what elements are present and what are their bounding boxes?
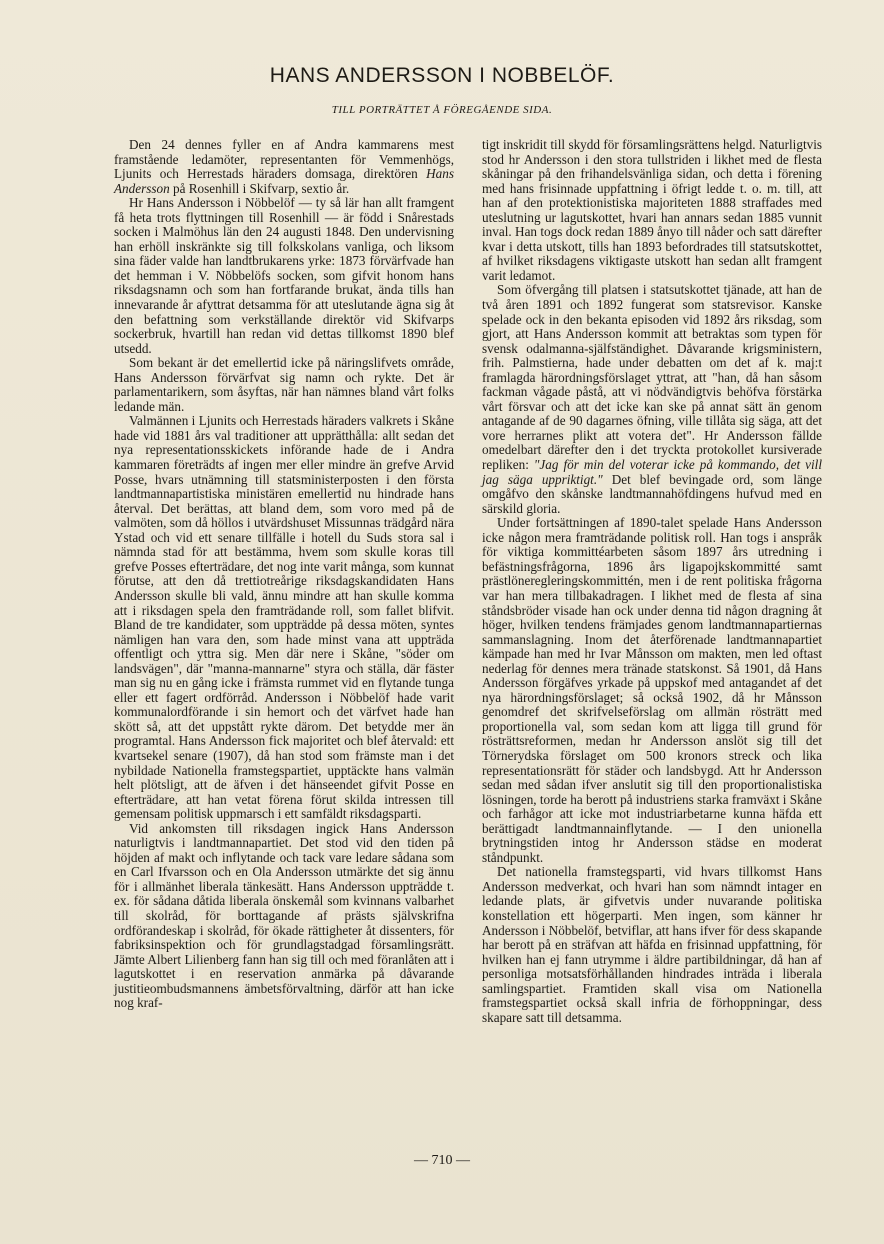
article-subtitle: TILL PORTRÄTTET Å FÖREGÅENDE SIDA. [331,104,553,116]
emphasized-quote: "Jag för min del voterar icke på kommando, det vill jag säga uppriktigt." [482,457,823,487]
paragraph: Den 24 dennes fyller en af Andra kammarens mest framstående ledamöter, representanten för Vemmenhögs, Ljunits och Herrestads häraders domsaga, direktören Hans Andersson på Rosenhill i Skifvarp, sextio år. [114,137,454,196]
paragraph: Vid ankomsten till riksdagen ingick Hans Andersson naturligtvis i landtmannapartiet. Det stod vid den tiden på höjden af makt och inflytande och tack vare ledare sådana som en Carl Ifvarsson och en Ola Andersson utmärkte det sig ännu för i allmänhet liberala tänkesätt. Hans Andersson uppträdde t. ex. för sådana dåtida liberala önskemål som kvinnans valbarhet till skolråd, för borttagande af prästs självskrifna ordförandeskap i skolråd, för ökade rättigheter åt dissenters, för fabriksinspektion och för grundlagstadgad församlingsrätt. Jämte Albert Lilienberg fann han sig till och med föranlåten att i lagutskottet i en reservation anmärka på dåvarande justitieombudsmannens ämbetsförvaltning, därför att han icke nog kraf- [114,820,454,1011]
paragraph: Som öfvergång till platsen i statsutskottet tjänade, att han de två åren 1891 och 1892 fungerat som statsrevisor. Kanske spelade ock in den bekanta episoden vid 1892 års riksdag, som gjort, att Hans Andersson kommit att betraktas som typen för svensk odalmanna-själfständighet. Dåvarande krigsministern, frih. Palmstierna, hade under debatten om det af k. maj:t framlagda härordningsförslaget yttrat, att "han, då han såsom fackman vågade påstå, att vi nödvändigtvis behöfva förstärka vårt försvar och att det icke kan ske på annat sätt än genom antagande af de 90 dagarnes öfning, ville tillåta sig säga, att det vore herrarnes plikt att votera det". Hr Andersson fällde omedelbart därefter den i det tryckta protokollet kursiverade repliken: "Jag för min del voterar icke på kommando, det vill jag säga uppriktigt." Det blef bevingade ord, som länge omgåfvo den skånske landtmannahöfdingens hufvud med en särskild gloria. [482,282,823,516]
paragraph: Som bekant är det emellertid icke på näringslifvets område, Hans Andersson förvärfvat sig namn och rykte. Det är parlamentarikern, som åsyftas, när han nämnes bland vårt folks ledande män. [114,355,454,414]
page-number: — 710 — [414,1153,470,1168]
paragraph: Valmännen i Ljunits och Herrestads häraders valkrets i Skåne hade vid 1881 års val traditioner att upprätthålla: allt sedan det nya representationsskickets införande hade de i Andra kammaren företrädts af ingen mer eller mindre än grefve Arvid Posse, hvars utnämning till statsministerposten i den första landtmannapartistiska ministären emellertid nu hindrade hans återval. Det berättas, att bland dem, som voro med på de valmöten, som då höllos i utvärdshuset Missunnas trädgård nära Ystad och vid ett senare tillfälle i hotell du Suds stora sal i nämnda stad för att bestämma, hvem som skulle koras till grefve Posses efterträdare, det nog inte varit många, som kunnat förutse, att den då trettiotreårige riksdagskandidaten Hans Andersson skulle bli vald, ännu mindre att han skulle komma att i riksdagen spela den framträdande roll, som fallet blifvit. Bland de tre kandidater, som uppträdde på dessa möten, syntes nämligen han vara den, som hade minst vana att uppträda offentligt och yttra sig. Men där nere i Skåne, "söder om landsvägen", där "manna-mannarne" styra och ställa, där fäster man sig nu en gång icke i främsta rummet vid en flytande tunga eller ett fagert ordförråd. Andersson i Nöbbelöf hade varit kommunalordförande i sin hemort och det värfvet hade han skött så, att det uppstått rykte därom. Det betydde mer än programtal. Hans Andersson fick majoritet och blef återvald: ett kvartsekel senare (1907), då han stod som främste man i det nybildade Nationella framstegspartiet, upptäckte hans valmän helt plötsligt, att de äfven i det hänseendet gifvit Posse en efterträdare, att han vetat förena förut skilda intressen till gemensam politisk uppmarsch i ett samfäldt riksdagsparti. [114,413,454,822]
paragraph: Det nationella framstegsparti, vid hvars tillkomst Hans Andersson medverkat, och hvari han som nämndt intager en ledande plats, är gifvetvis under nuvarande politiska konstellation ett högerparti. Men ingen, som känner hr Andersson i Nöbbelöf, betviflar, att hans ifver för dess skapande har berott på en sträfvan att häfda en frisinnad uppfattning, för hvilken han ej fann utrymme i äldre partibildningar, då han af personliga motsatsförhållanden hindrades inträda i liberala samlingspartiet. Framtiden skall visa om Nationella framstegspartiet också skall infria de förhoppningar, dess skapare satt till detsamma. [482,864,822,1025]
article-title: HANS ANDERSSON I NOBBELÖF. [269,64,615,87]
paragraph: Hr Hans Andersson i Nöbbelöf — ty så lär han allt framgent få heta trots flyttningen till Rosenhill — är född i Snårestads socken i Malmöhus län den 24 augusti 1848. Den undervisning han erhöll inskränkte sig till folkskolans vanliga, och liksom sina fäder valde han landtbrukarens yrke: 1873 förvärfvade han det hemman i V. Nöbbelöfs socken, som gifvit honom hans riksdagsnamn och som han fortfarande brukat, ända tills han innevarande år afyttrat detsamma för att uteslutande ägna sig åt den befattning som verkställande direktör vid Skifvarps sockerbruk, hvartill han redan vid dettas tillkomst 1890 blef utsedd. [114,195,454,356]
emphasized-name: Hans Andersson [114,166,454,196]
paragraph: Under fortsättningen af 1890-talet spelade Hans Andersson icke någon mera framträdande politisk roll. Han togs i anspråk för viktiga kommittéarbeten såsom 1897 års utredning i befästningsfrågorna, 1896 års ligapojkskommitté samt prästlöneregleringskommittén, men i de rent politiska frågorna var han mera tillbakadragen. I likhet med de flesta af sina ståndsbröder visade han ock under denna tid någon dragning åt höger, hvilken tendens främjades genom landtmannapartiernas sammanslagning. Inom det återförenade landtmannapartiet kämpade han med hr Ivar Månsson om makten, men led oftast nederlag för dennes mera tränade statskonst. Så 1901, då Hans Andersson förgäfves yrkade på uppskof med antagandet af det nya härordningsförslaget; så också 1902, då hr Månsson genomdref det skrifvelseförslag om allmän rösträtt med proportionella val, som sedan kom att ligga till grund för rösträttsreformen, medan hr Andersson anslöt sig till det Törnerydska förslaget om 500 kronors streck och lika representationsrätt för städer och landsbygd. Att hr Andersson sedan med sådan ifver anslutit sig till den proportionalistiska lösningen, torde ha berott på industriens starka framväxt i Skåne och farhågor att icke mot industriarbetarne kunna häfda ett berättigadt landtmannainflytande. — I den unionella brytningstiden intog hr Andersson städse en moderat ståndpunkt. [482,515,822,865]
right-column [482,138,822,1025]
left-column [114,138,454,1011]
paragraph: tigt inskridit till skydd för församlingsrättens helgd. Naturligtvis stod hr Andersson i den stora tullstriden i likhet med de flesta skåningar på den frihandelsvänliga sidan, och detta i förening med hans frisinnade uppfattning i öfrigt ledde t. o. m. till, att han af den protektionistiska majoriteten 1888 straffades med uteslutning ur lagutskottet, hvari han annars sedan 1885 vunnit inval. Han togs dock redan 1889 ånyo till nåder och satt därefter kvar i detta utskott, tills han 1893 befordrades till statsutskottet, af hvilket riksdagens viktigaste utskott han sedan allt framgent varit ledamot. [482,137,822,283]
